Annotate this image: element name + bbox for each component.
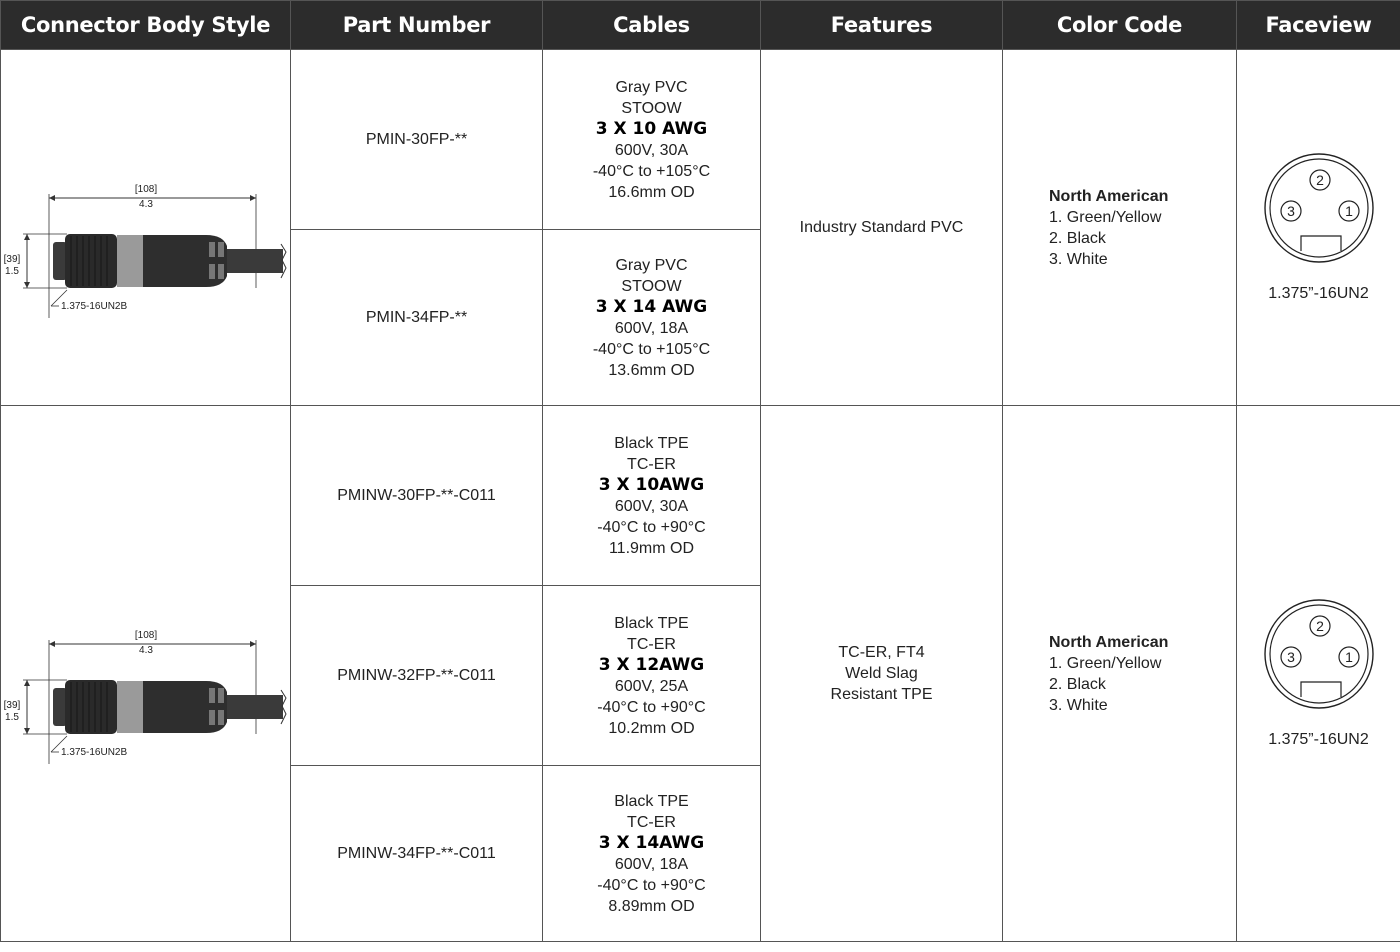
cable-spec-cell [543,766,761,942]
feature-line: Weld Slag [845,665,918,682]
cable-spec-cell [543,406,761,586]
cable-rating: 600V, 18A [614,855,689,873]
feature-line: Industry Standard PVC [799,219,964,236]
cable-od: 10.2mm OD [608,719,695,737]
color-code-item: 1. Green/Yellow [1049,654,1162,672]
thread-label: 1.375-16UN2B [61,746,128,758]
length-in-label: 4.3 [139,644,153,656]
pin-3-label: 3 [1286,649,1295,665]
cable-temp-range: -40°C to +90°C [597,518,706,536]
faceview-cell [1237,50,1400,406]
cable-od: 16.6mm OD [608,183,695,201]
faceview-thread-label: 1.375”-16UN2 [1268,731,1369,748]
header-row [1,1,1400,50]
cable-temp-range: -40°C to +90°C [597,698,706,716]
color-code-item: 3. White [1049,696,1108,714]
length-mm-label: [108] [134,183,158,195]
pin-3-label: 3 [1286,203,1295,219]
cable-gauge: 3 X 10 AWG [595,118,708,139]
cable-material: Black TPE [614,792,689,810]
faceview-cell [1237,406,1400,942]
color-code-item: 2. Black [1049,229,1106,247]
part-number-cell: PMINW-32FP-**-C011 [291,586,543,766]
connector-drawing-cell [1,50,291,406]
cable-rating: 600V, 30A [614,497,689,515]
color-code-heading: North American [1049,187,1169,205]
header-faceview: Faceview [1237,1,1400,50]
cable-type: STOOW [621,99,682,117]
header-color-code: Color Code [1003,1,1237,50]
feature-line: Resistant TPE [830,686,933,703]
cable-type: TC-ER [627,635,676,653]
cable-rating: 600V, 30A [614,141,689,159]
diameter-in-label: 1.5 [5,265,19,277]
color-code-item: 2. Black [1049,675,1106,693]
length-mm-label: [108] [134,629,158,641]
part-number-cell: PMINW-34FP-**-C011 [291,766,543,942]
features-cell [761,50,1003,406]
cable-type: TC-ER [627,813,676,831]
length-in-label: 4.3 [139,198,153,210]
color-code-cell [1003,406,1237,942]
diameter-mm-label: [39] [3,253,21,265]
header-features: Features [761,1,1003,50]
diameter-in-label: 1.5 [5,711,19,723]
cable-material: Black TPE [614,434,689,452]
diameter-mm-label: [39] [3,699,21,711]
cable-rating: 600V, 18A [614,319,689,337]
cable-gauge: 3 X 10AWG [598,474,705,495]
thread-label: 1.375-16UN2B [61,300,128,312]
pin-2-label: 2 [1315,618,1324,634]
cable-od: 11.9mm OD [608,539,695,557]
cable-temp-range: -40°C to +105°C [592,162,711,180]
table-row [1,406,1400,586]
header-cables: Cables [543,1,761,50]
part-number-cell: PMIN-30FP-** [291,50,543,230]
cable-temp-range: -40°C to +90°C [597,876,706,894]
pin-1-label: 1 [1344,649,1353,665]
pin-2-label: 2 [1315,172,1324,188]
feature-line: TC-ER, FT4 [838,644,925,661]
connector-drawing-image [1,138,291,318]
part-number-cell: PMIN-34FP-** [291,230,543,406]
cable-gauge: 3 X 14 AWG [595,296,708,317]
cable-spec-cell [543,50,761,230]
cable-material: Black TPE [614,614,689,632]
color-code-item: 3. White [1049,250,1108,268]
cable-material: Gray PVC [615,78,688,96]
part-number-cell: PMINW-30FP-**-C011 [291,406,543,586]
features-cell [761,406,1003,942]
faceview-thread-label: 1.375”-16UN2 [1268,285,1369,302]
cable-material: Gray PVC [615,256,688,274]
cable-temp-range: -40°C to +105°C [592,340,711,358]
color-code-heading: North American [1049,633,1169,651]
cable-gauge: 3 X 14AWG [598,832,705,853]
cable-spec-cell [543,230,761,406]
cable-spec-cell [543,586,761,766]
pin-1-label: 1 [1344,203,1353,219]
cable-od: 8.89mm OD [608,897,695,915]
header-connector-body-style: Connector Body Style [1,1,291,50]
color-code-cell [1003,50,1237,406]
cable-gauge: 3 X 12AWG [598,654,705,675]
table-row [1,50,1400,230]
cable-type: TC-ER [627,455,676,473]
header-part-number: Part Number [291,1,543,50]
cable-rating: 600V, 25A [614,677,689,695]
color-code-item: 1. Green/Yellow [1049,208,1162,226]
cable-od: 13.6mm OD [608,361,695,379]
faceview-diagram [1262,151,1376,265]
cable-type: STOOW [621,277,682,295]
faceview-diagram [1262,597,1376,711]
connector-drawing-cell [1,406,291,942]
connector-drawing-image [1,584,291,764]
